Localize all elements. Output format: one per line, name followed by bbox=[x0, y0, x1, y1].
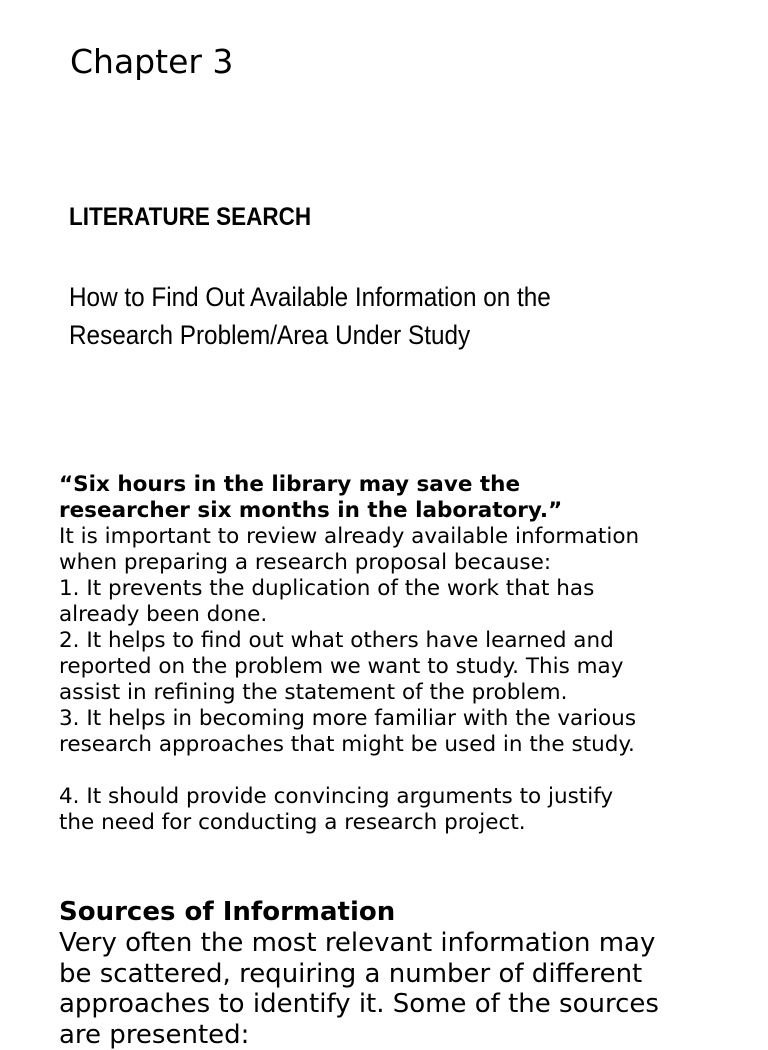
reason-4-line: 4. It should provide convincing arguments to justify bbox=[59, 784, 749, 810]
sources-line: are presented: bbox=[59, 1020, 759, 1050]
section-heading: LITERATURE SEARCH bbox=[69, 203, 311, 232]
intro-line: when preparing a research proposal because: bbox=[59, 550, 749, 576]
reason-1-line: already been done. bbox=[59, 602, 749, 628]
reason-2-line: reported on the problem we want to study. This may bbox=[59, 654, 749, 680]
intro-line: It is important to review already available information bbox=[59, 524, 749, 550]
reason-3-line: 3. It helps in becoming more familiar with the various bbox=[59, 706, 749, 732]
reason-4-line: the need for conducting a research project. bbox=[59, 810, 749, 836]
reason-2-line: 2. It helps to find out what others have learned and bbox=[59, 628, 749, 654]
subtitle bbox=[69, 278, 717, 354]
reason-1-line: 1. It prevents the duplication of the work that has bbox=[59, 576, 749, 602]
reason-2-line: assist in refining the statement of the problem. bbox=[59, 680, 749, 706]
body-text bbox=[59, 472, 749, 836]
chapter-title: Chapter 3 bbox=[70, 42, 233, 81]
sources-line: be scattered, requiring a number of different bbox=[59, 959, 759, 990]
sources-line: Very often the most relevant information may bbox=[59, 928, 759, 959]
subtitle-line: Research Problem/Area Under Study bbox=[69, 316, 717, 354]
subtitle-line: How to Find Out Available Information on the bbox=[69, 278, 717, 316]
sources-section bbox=[59, 896, 759, 1050]
quote-line: researcher six months in the laboratory.” bbox=[59, 498, 749, 524]
sources-line: approaches to identify it. Some of the sources bbox=[59, 989, 759, 1020]
paragraph-gap bbox=[59, 758, 749, 784]
sources-heading: Sources of Information bbox=[59, 896, 759, 928]
reason-3-line: research approaches that might be used in the study. bbox=[59, 732, 749, 758]
quote-line: “Six hours in the library may save the bbox=[59, 472, 749, 498]
